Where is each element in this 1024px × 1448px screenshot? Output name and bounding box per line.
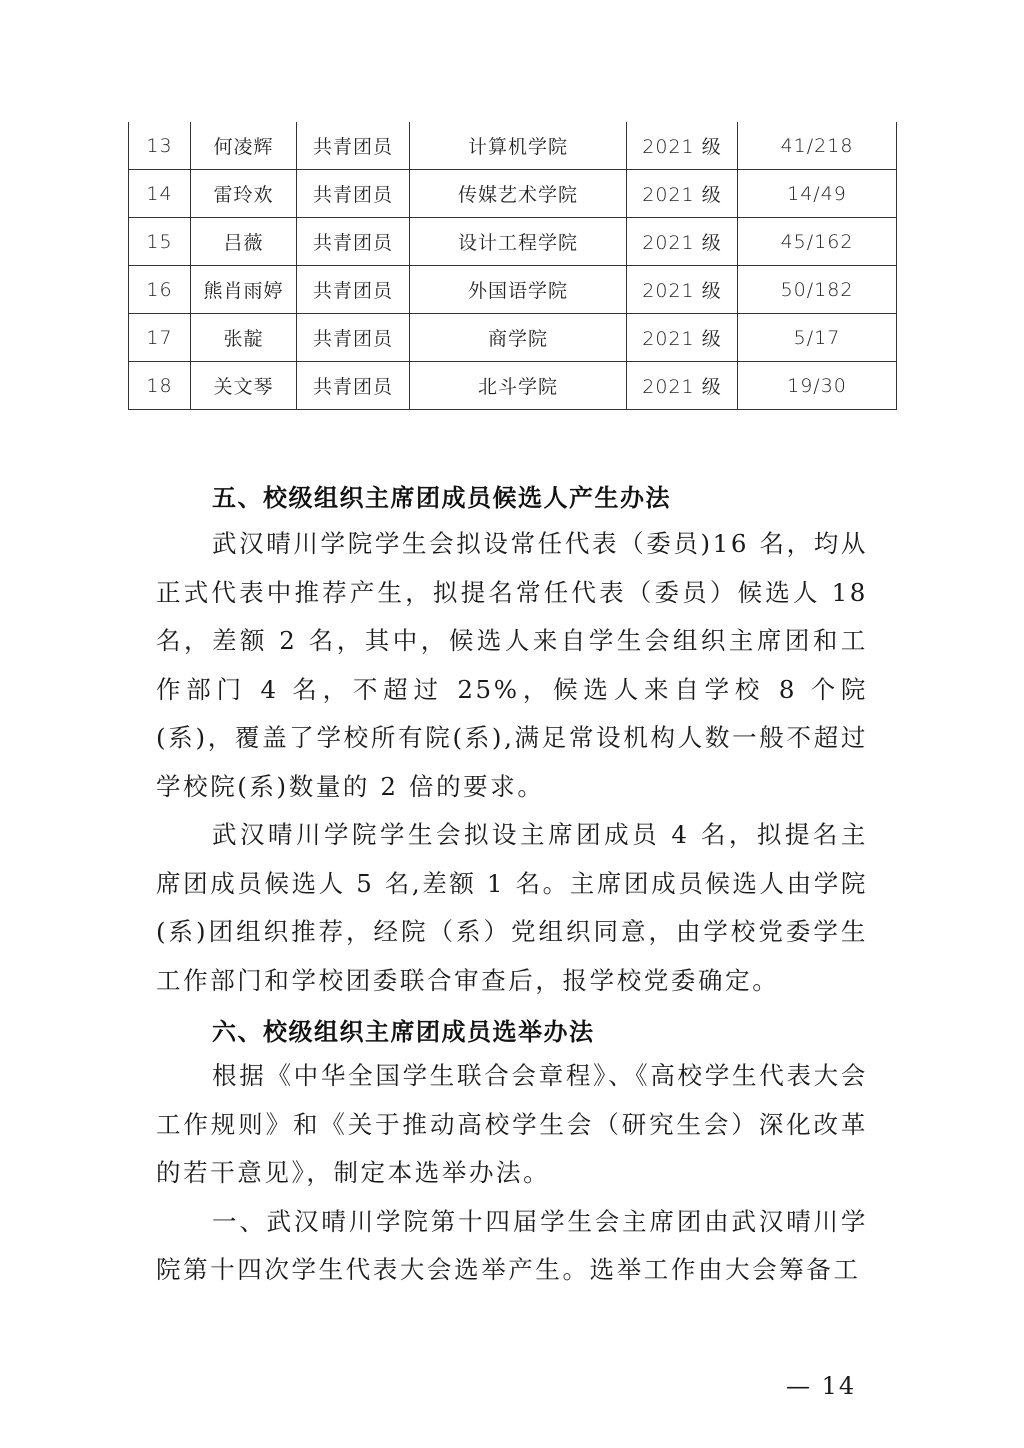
cell-number: 18 [129,362,191,410]
table-row [129,266,897,314]
cell-grade: 2021 级 [627,122,738,170]
cell-political-status: 共青团员 [297,266,410,314]
cell-rank: 14/49 [738,170,897,218]
cell-name: 吕薇 [191,218,297,266]
cell-political-status: 共青团员 [297,122,410,170]
cell-rank: 5/17 [738,314,897,362]
cell-rank: 50/182 [738,266,897,314]
cell-college: 商学院 [410,314,627,362]
table-row [129,362,897,410]
cell-college: 传媒艺术学院 [410,170,627,218]
cell-name: 熊肖雨婷 [191,266,297,314]
section-6-body [156,1052,868,1295]
section-6-paragraph-1: 根据《中华全国学生联合会章程》、《高校学生代表大会工作规则》和《关于推动高校学生会（研究生会）深化改革的若干意见》，制定本选举办法。 [156,1061,868,1187]
table-row [129,122,897,170]
cell-political-status: 共青团员 [297,362,410,410]
cell-name: 关文琴 [191,362,297,410]
cell-number: 14 [129,170,191,218]
cell-number: 16 [129,266,191,314]
section-6-paragraph-2: 一、武汉晴川学院第十四届学生会主席团由武汉晴川学院第十四次学生代表大会选举产生。选举工作由大会筹备工 [156,1206,868,1284]
table-row [129,170,897,218]
cell-rank: 41/218 [738,122,897,170]
cell-name: 何凌辉 [191,122,297,170]
cell-political-status: 共青团员 [297,314,410,362]
section-6-heading: 六、校级组织主席团成员选举办法 [212,1018,595,1046]
cell-number: 15 [129,218,191,266]
cell-name: 张靛 [191,314,297,362]
cell-grade: 2021 级 [627,314,738,362]
cell-political-status: 共青团员 [297,170,410,218]
cell-rank: 45/162 [738,218,897,266]
cell-college: 北斗学院 [410,362,627,410]
cell-grade: 2021 级 [627,266,738,314]
cell-college: 计算机学院 [410,122,627,170]
cell-grade: 2021 级 [627,362,738,410]
cell-number: 17 [129,314,191,362]
cell-name: 雷玲欢 [191,170,297,218]
section-5-paragraph-2: 武汉晴川学院学生会拟设主席团成员 4 名，拟提名主席团成员候选人 5 名,差额 1 名。主席团成员候选人由学院(系)团组织推荐，经院（系）党组织同意，由学校党委学生工作部门和学校团委联合审查后，报学校党委确定。 [156,820,868,995]
cell-rank: 19/30 [738,362,897,410]
cell-political-status: 共青团员 [297,218,410,266]
cell-grade: 2021 级 [627,218,738,266]
cell-college: 外国语学院 [410,266,627,314]
cell-grade: 2021 级 [627,170,738,218]
table-row [129,314,897,362]
section-5-body [156,520,868,1005]
table-row [129,218,897,266]
cell-number: 13 [129,122,191,170]
candidate-table [128,122,897,410]
section-5-paragraph-1: 武汉晴川学院学生会拟设常任代表（委员)16 名，均从正式代表中推荐产生，拟提名常任代表（委员）候选人 18 名，差额 2 名，其中，候选人来自学生会组织主席团和工作部门 4 名，不超过 25%，候选人来自学校 8 个院(系)，覆盖了学校所有院(系),满足常设机构人数一般不超过学校院(系)数量的 2 倍的要求。 [156,529,868,801]
cell-college: 设计工程学院 [410,218,627,266]
section-5-heading: 五、校级组织主席团成员候选人产生办法 [212,484,671,512]
page-number: — 14 [786,1372,857,1400]
